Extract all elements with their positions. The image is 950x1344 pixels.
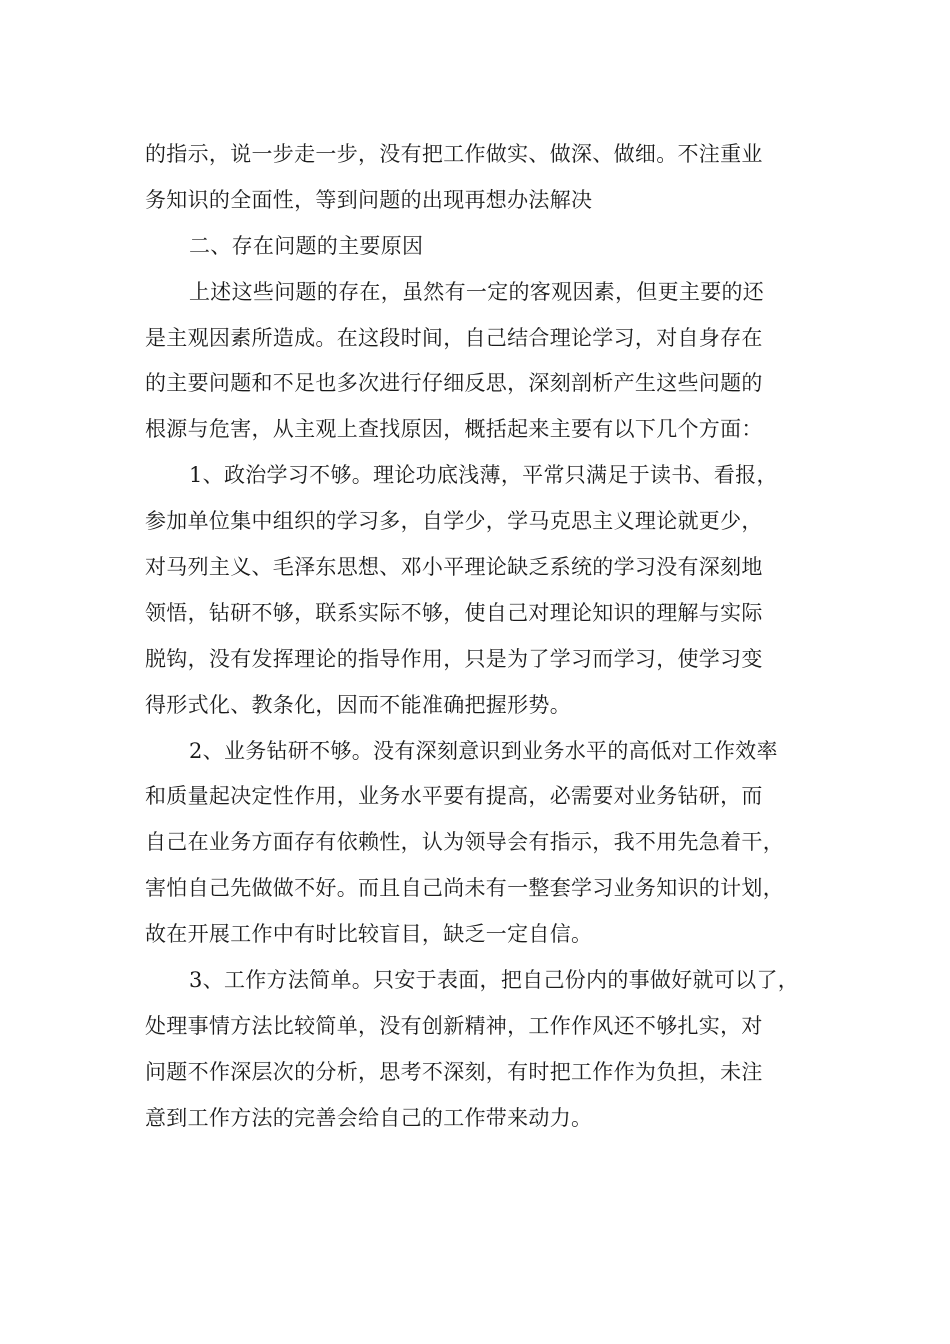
text-line: 处理事情方法比较简单，没有创新精神，工作作风还不够扎实，对 (145, 1013, 763, 1038)
text-line: 问题不作深层次的分析，思考不深刻，有时把工作作为负担，未注 (145, 1059, 763, 1084)
text-line: 务知识的全面性，等到问题的出现再想办法解决 (145, 187, 593, 212)
text-line: 根源与危害，从主观上查找原因，概括起来主要有以下几个方面： (145, 417, 763, 442)
text-line: 领悟，钻研不够，联系实际不够，使自己对理论知识的理解与实际 (145, 600, 763, 625)
text-line: 参加单位集中组织的学习多，自学少，学马克思主义理论就更少， (145, 509, 763, 534)
text-line: 意到工作方法的完善会给自己的工作带来动力。 (145, 1105, 593, 1130)
text-line: 2、业务钻研不够。没有深刻意识到业务水平的高低对工作效率 (189, 738, 778, 763)
document-body (145, 132, 825, 1142)
text-line: 的指示，说一步走一步，没有把工作做实、做深、做细。不注重业 (145, 142, 763, 166)
text-line: 得形式化、教条化，因而不能准确把握形势。 (145, 692, 571, 717)
paragraph-causes-intro (145, 270, 825, 454)
text-line: 对马列主义、毛泽东思想、邓小平理论缺乏系统的学习没有深刻地 (145, 555, 763, 580)
heading-line: 二、存在问题的主要原因 (189, 233, 424, 258)
text-line: 的主要问题和不足也多次进行仔细反思，深刻剖析产生这些问题的 (145, 371, 763, 396)
text-line: 是主观因素所造成。在这段时间，自己结合理论学习，对自身存在 (145, 325, 763, 350)
text-line: 1、政治学习不够。理论功底浅薄，平常只满足于读书、看报， (189, 463, 778, 488)
text-line: 故在开展工作中有时比较盲目，缺乏一定自信。 (145, 922, 593, 947)
section-heading (145, 224, 825, 270)
text-line: 3、工作方法简单。只安于表面，把自己份内的事做好就可以了， (189, 968, 800, 993)
paragraph-political-study (145, 453, 825, 728)
paragraph-work-method (145, 958, 825, 1142)
text-line: 和质量起决定性作用，业务水平要有提高，必需要对业务钻研，而 (145, 784, 763, 809)
paragraph-continuation (145, 132, 825, 224)
text-line: 上述这些问题的存在，虽然有一定的客观因素，但更主要的还 (189, 279, 765, 304)
text-line: 脱钩，没有发挥理论的指导作用，只是为了学习而学习，使学习变 (145, 646, 763, 671)
paragraph-business-study (145, 729, 825, 958)
text-line: 自己在业务方面存有依赖性，认为领导会有指示，我不用先急着干， (145, 830, 784, 855)
text-line: 害怕自己先做做不好。而且自己尚未有一整套学习业务知识的计划， (145, 876, 784, 901)
